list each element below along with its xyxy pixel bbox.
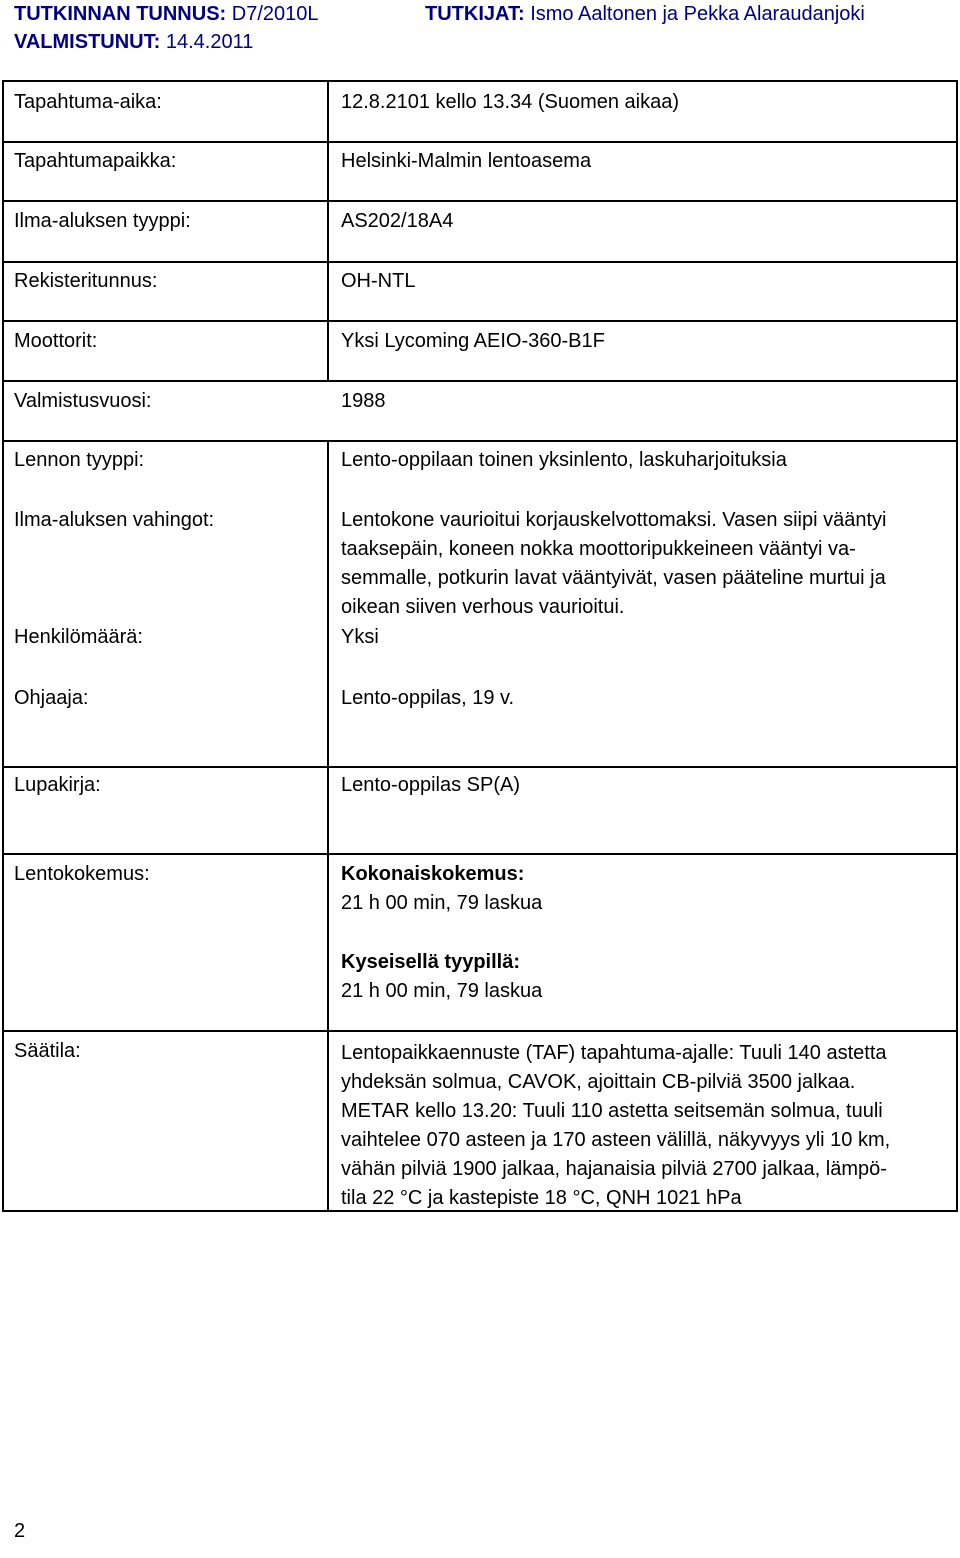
persons-label: Henkilömäärä:: [14, 626, 143, 648]
weather-line: vähän pilviä 1900 jalkaa, hajanaisia pilviä 2700 jalkaa, lämpö-: [341, 1158, 887, 1180]
investigators: [425, 0, 865, 29]
grid-line: [2, 200, 958, 202]
registration-label: Rekisteritunnus:: [14, 270, 158, 292]
grid-line: [2, 380, 958, 382]
time-label: Tapahtuma-aika:: [14, 91, 162, 113]
grid-line: [327, 80, 329, 382]
license-label: Lupakirja:: [14, 774, 101, 796]
weather-line: Lentopaikkaennuste (TAF) tapahtuma-ajalle: Tuuli 140 astetta: [341, 1042, 887, 1064]
flight-type-value: Lento-oppilaan toinen yksinlento, laskuharjoituksia: [341, 449, 787, 471]
weather-line: vaihtelee 070 asteen ja 170 asteen välillä, näkyvyys yli 10 km,: [341, 1129, 891, 1151]
time-value: 12.8.2101 kello 13.34 (Suomen aikaa): [341, 91, 680, 113]
investigators-value: Ismo Aaltonen ja Pekka Alaraudanjoki: [530, 3, 865, 25]
investigators-label: TUTKIJAT:: [425, 3, 525, 25]
weather-label: Säätila:: [14, 1040, 81, 1062]
damage-line: oikean siiven verhous vaurioitui.: [341, 596, 625, 618]
pilot-label: Ohjaaja:: [14, 687, 89, 709]
damage-line: Lentokone vaurioitui korjauskelvottomaksi. Vasen siipi vääntyi: [341, 509, 887, 531]
completed-label: VALMISTUNUT:: [14, 31, 161, 53]
damage-value: [341, 506, 886, 622]
weather-line: tila 22 °C ja kastepiste 18 °C, QNH 1021 hPa: [341, 1187, 742, 1209]
grid-line: [2, 766, 958, 768]
year-value: 1988: [341, 390, 386, 412]
completed-date: [14, 28, 253, 57]
license-value: Lento-oppilas SP(A): [341, 774, 520, 796]
investigation-id: [14, 0, 319, 29]
grid-line: [2, 80, 958, 82]
grid-line: [956, 80, 958, 1212]
aircraft-type-value: AS202/18A4: [341, 210, 454, 232]
year-label: Valmistusvuosi:: [14, 390, 152, 412]
aircraft-type-label: Ilma-aluksen tyyppi:: [14, 210, 191, 232]
engines-value: Yksi Lycoming AEIO-360-B1F: [341, 330, 605, 352]
type-experience-value: 21 h 00 min, 79 laskua: [341, 980, 543, 1002]
grid-line: [2, 320, 958, 322]
experience-label: Lentokokemus:: [14, 863, 150, 885]
page-number: 2: [14, 1520, 26, 1542]
type-experience-label: Kyseisellä tyypillä:: [341, 951, 520, 973]
registration-value: OH-NTL: [341, 270, 416, 292]
flight-type-label: Lennon tyyppi:: [14, 449, 145, 471]
weather-value: [341, 1039, 890, 1213]
grid-line: [2, 440, 958, 442]
grid-line: [2, 261, 958, 263]
persons-value: Yksi: [341, 626, 379, 648]
damage-label: Ilma-aluksen vahingot:: [14, 509, 215, 531]
grid-line: [327, 440, 329, 1212]
total-experience-value: 21 h 00 min, 79 laskua: [341, 892, 543, 914]
weather-line: METAR kello 13.20: Tuuli 110 astetta seitsemän solmua, tuuli: [341, 1100, 883, 1122]
weather-line: yhdeksän solmua, CAVOK, ajoittain CB-pilviä 3500 jalkaa.: [341, 1071, 856, 1093]
engines-label: Moottorit:: [14, 330, 98, 352]
grid-line: [2, 853, 958, 855]
completed-value: 14.4.2011: [165, 31, 254, 53]
grid-line: [2, 141, 958, 143]
pilot-value: Lento-oppilas, 19 v.: [341, 687, 515, 709]
total-experience-label: Kokonaiskokemus:: [341, 863, 525, 885]
place-label: Tapahtumapaikka:: [14, 150, 177, 172]
grid-line: [2, 80, 4, 1212]
investigation-id-label: TUTKINNAN TUNNUS:: [14, 3, 227, 25]
damage-line: semmalle, potkurin lavat vääntyivät, vasen pääteline murtui ja: [341, 567, 886, 589]
investigation-id-value: D7/2010L: [231, 3, 319, 25]
place-value: Helsinki-Malmin lentoasema: [341, 150, 592, 172]
damage-line: taaksepäin, koneen nokka moottoripukkeineen vääntyi va-: [341, 538, 856, 560]
grid-line: [2, 1030, 958, 1032]
